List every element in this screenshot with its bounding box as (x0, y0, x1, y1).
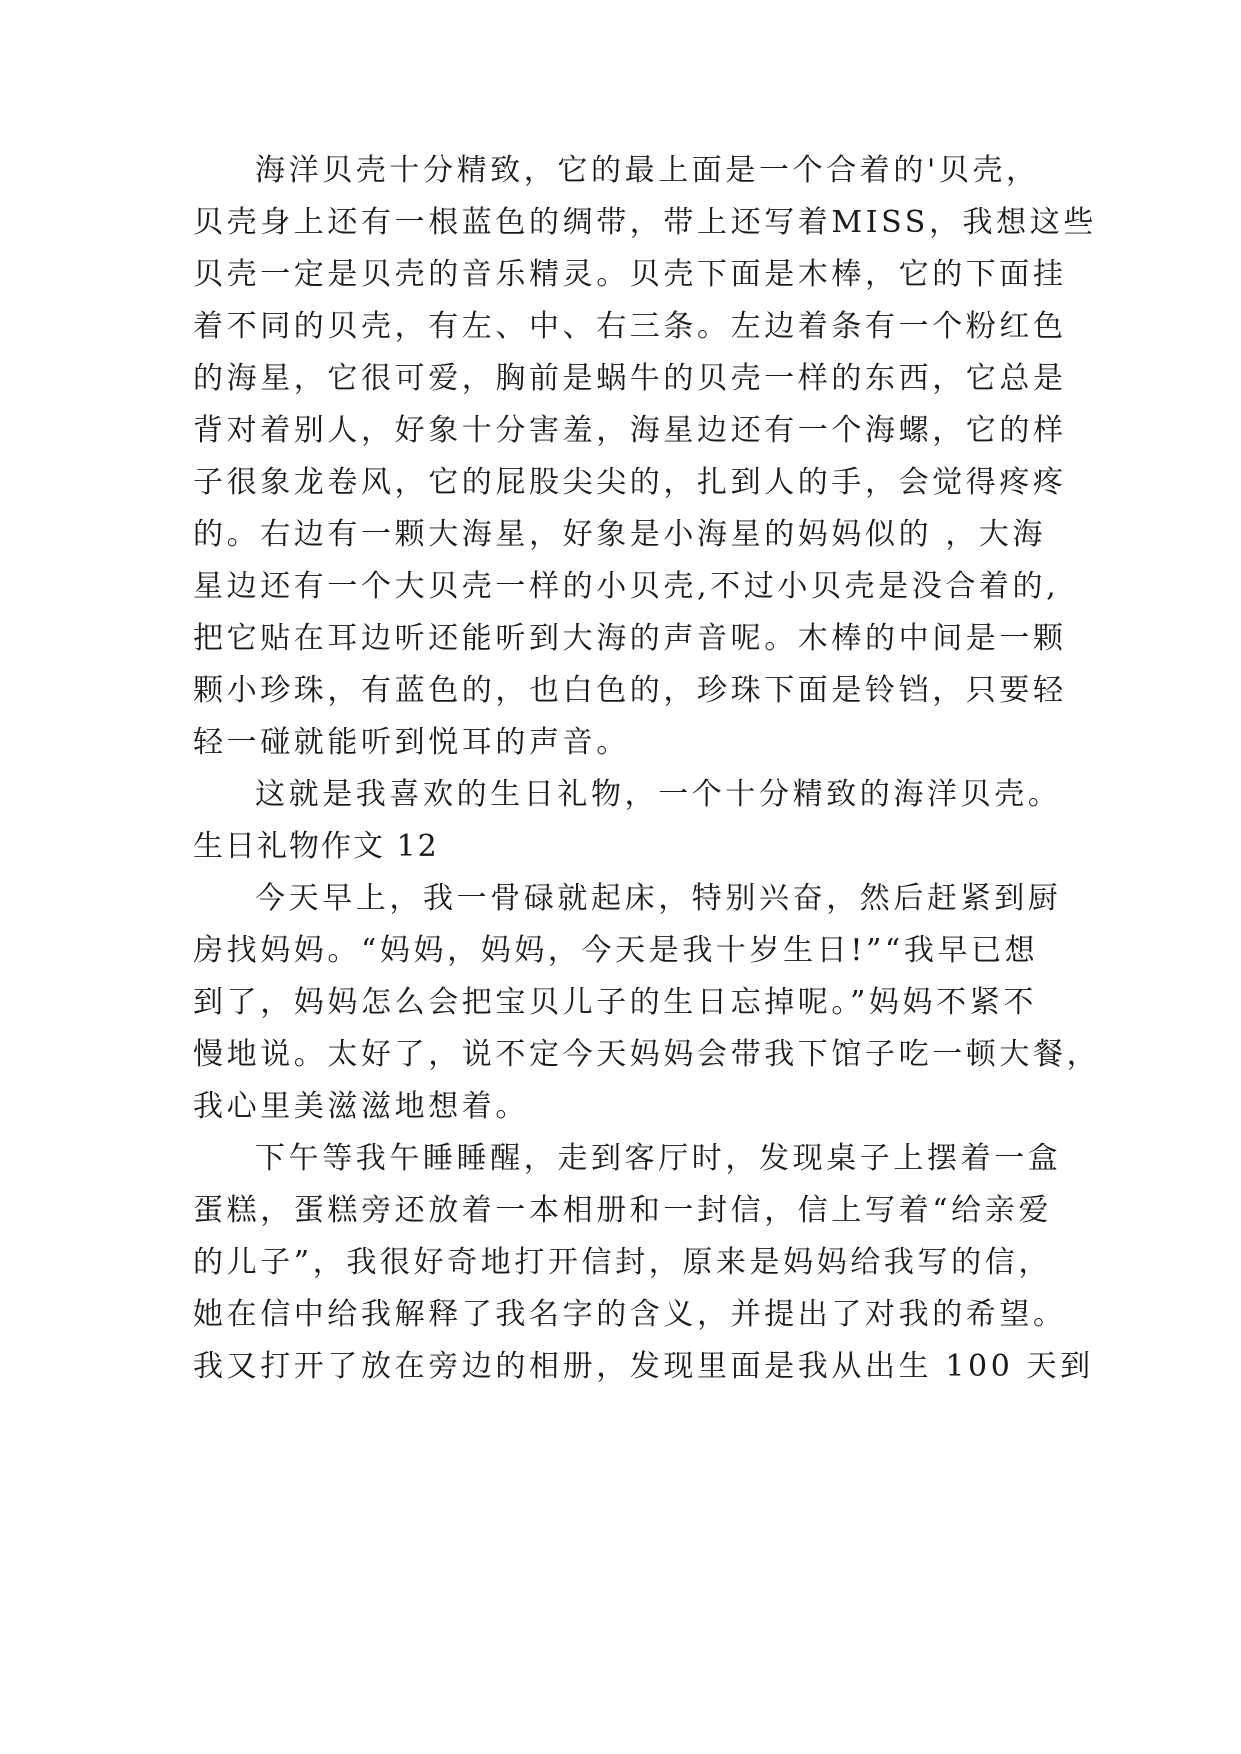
paragraph-line: 海洋贝壳十分精致，它的最上面是一个合着的'贝壳， (255, 153, 1040, 188)
section-heading: 生日礼物作文 12 (193, 829, 439, 864)
paragraph-line: 这就是我喜欢的生日礼物，一个十分精致的海洋贝壳。 (255, 777, 1062, 812)
paragraph-line: 贝壳身上还有一根蓝色的绸带，带上还写着MISS，我想这些 (193, 205, 1097, 240)
paragraph-line: 到了，妈妈怎么会把宝贝儿子的生日忘掉呢。”妈妈不紧不 (193, 985, 1037, 1020)
paragraph-line: 着不同的贝壳，有左、中、右三条。左边着条有一个粉红色 (193, 309, 1067, 344)
paragraph-line: 今天早上，我一骨碌就起床，特别兴奋，然后赶紧到厨 (255, 881, 1062, 916)
paragraph-line: 我心里美滋滋地想着。 (193, 1089, 529, 1124)
paragraph-line: 她在信中给我解释了我名字的含义，并提出了对我的希望。 (193, 1297, 1067, 1332)
paragraph-line: 颗小珍珠，有蓝色的，也白色的，珍珠下面是铃铛，只要轻 (193, 673, 1067, 708)
paragraph-line: 的儿子”，我很好奇地打开信封，原来是妈妈给我写的信， (193, 1245, 1052, 1280)
paragraph-line: 房找妈妈。“妈妈，妈妈，今天是我十岁生日!”“我早已想 (193, 933, 1039, 968)
paragraph-line: 慢地说。太好了，说不定今天妈妈会带我下馆子吃一顿大餐， (193, 1037, 1101, 1072)
paragraph-line: 星边还有一个大贝壳一样的小贝壳,不过小贝壳是没合着的, (193, 569, 1060, 604)
paragraph-line: 背对着别人，好象十分害羞，海星边还有一个海螺，它的样 (193, 413, 1067, 448)
paragraph-line: 蛋糕，蛋糕旁还放着一本相册和一封信，信上写着“给亲爱 (193, 1193, 1052, 1228)
paragraph-line: 贝壳一定是贝壳的音乐精灵。贝壳下面是木棒，它的下面挂 (193, 257, 1067, 292)
paragraph-line: 把它贴在耳边听还能听到大海的声音呢。木棒的中间是一颗 (193, 621, 1067, 656)
paragraph-line: 的。右边有一颗大海星，好象是小海星的妈妈似的 ，大海 (193, 517, 1047, 552)
paragraph-line: 轻一碰就能听到悦耳的声音。 (193, 725, 630, 760)
paragraph-line: 的海星，它很可爱，胸前是蜗牛的贝壳一样的东西，它总是 (193, 361, 1067, 396)
paragraph-line: 子很象龙卷风，它的屁股尖尖的，扎到人的手，会觉得疼疼 (193, 465, 1067, 500)
paragraph-line: 下午等我午睡睡醒，走到客厅时，发现桌子上摆着一盒 (255, 1141, 1062, 1176)
paragraph-line: 我又打开了放在旁边的相册，发现里面是我从出生 100 天到 (193, 1349, 1094, 1384)
